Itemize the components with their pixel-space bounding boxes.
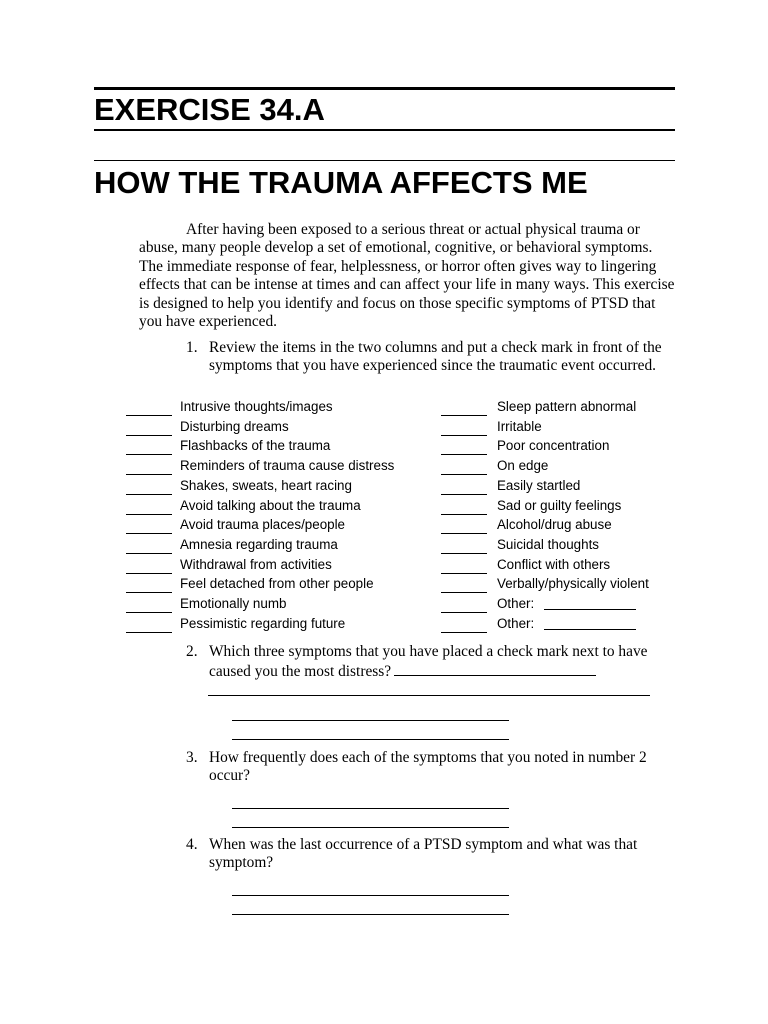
symptom-label: Emotionally numb [180, 596, 287, 611]
question-4-text: When was the last occurrence of a PTSD symptom and what was that symptom? [209, 836, 638, 872]
symptom-label: Sleep pattern abnormal [497, 399, 637, 414]
symptom-row-right [0, 476, 768, 495]
symptom-label: Irritable [497, 418, 542, 434]
question-2-body [209, 643, 679, 682]
check-blank[interactable] [441, 515, 487, 534]
answer-line-3a[interactable] [232, 808, 509, 809]
answer-line-2b[interactable] [232, 720, 509, 721]
symptom-label: Easily startled [497, 477, 581, 493]
check-blank[interactable] [441, 456, 487, 475]
top-thick-rule [94, 87, 675, 90]
question-1-text: Review the items in the two columns and put a check mark in front of the symptoms that you have experienced since the traumatic event occurred. [209, 339, 662, 375]
symptom-label: Amnesia regarding trauma [180, 536, 338, 552]
symptom-row-right [0, 397, 768, 416]
check-blank[interactable] [441, 555, 487, 574]
check-blank[interactable] [441, 417, 487, 436]
answer-line-2-inline[interactable] [394, 661, 596, 676]
symptom-label: Withdrawal from activities [180, 556, 332, 572]
symptom-label: Shakes, sweats, heart racing [180, 477, 352, 493]
symptom-row-right [0, 515, 768, 534]
symptom-row-right [0, 436, 768, 455]
exercise-title: EXERCISE 34.A [94, 92, 325, 127]
check-blank[interactable] [441, 594, 487, 613]
symptom-row-right [0, 594, 768, 613]
symptom-row-right [0, 496, 768, 515]
check-blank[interactable] [441, 397, 487, 416]
symptom-label: Disturbing dreams [180, 418, 289, 434]
answer-line-2a[interactable] [208, 695, 650, 696]
symptom-label: Other: [497, 596, 535, 611]
question-4-number: 4. [186, 836, 198, 853]
symptom-row-right [0, 555, 768, 574]
symptom-label: Sad or guilty feelings [497, 497, 622, 513]
symptom-label: Poor concentration [497, 438, 610, 454]
check-blank[interactable] [441, 496, 487, 515]
symptom-row-right [0, 574, 768, 593]
other-write-in-line[interactable] [544, 614, 636, 630]
check-blank[interactable] [441, 476, 487, 495]
question-3-text: How frequently does each of the symptoms that you noted in number 2 occur? [209, 749, 647, 785]
symptom-label: Suicidal thoughts [497, 536, 599, 552]
title-overline-rule [94, 160, 675, 161]
symptom-label: Conflict with others [497, 556, 611, 572]
symptom-row-right [0, 456, 768, 475]
page-title: HOW THE TRAUMA AFFECTS ME [94, 165, 588, 200]
symptom-row-right [0, 614, 768, 633]
check-blank[interactable] [441, 535, 487, 554]
intro-paragraph: After having been exposed to a serious threat or actual physical trauma or abuse, many people develop a set of emotional, cognitive, or behavioral symptoms. The immediate response of fear, helplessness, or horror often gives way to lingering effects that can be intense at times and can affect your life in many ways. This exercise is designed to help you identify and focus on those specific symptoms of PTSD that you have experienced. [139, 221, 675, 331]
answer-line-3b[interactable] [232, 827, 509, 828]
question-3-number: 3. [186, 749, 198, 766]
symptom-label: Avoid talking about the trauma [180, 497, 361, 513]
question-2-text: Which three symptoms that you have placed a check mark next to have caused you the most distress? [209, 643, 648, 681]
question-2-number: 2. [186, 643, 198, 660]
symptom-label: On edge [497, 458, 549, 474]
exercise-underline-rule [94, 129, 675, 131]
symptom-label: Feel detached from other people [180, 576, 374, 592]
answer-line-4a[interactable] [232, 895, 509, 896]
symptom-label: Verbally/physically violent [497, 576, 649, 592]
check-blank[interactable] [441, 614, 487, 633]
symptom-label: Pessimistic regarding future [180, 615, 346, 631]
check-blank[interactable] [441, 574, 487, 593]
symptom-label: Reminders of trauma cause distress [180, 458, 395, 474]
symptom-label: Flashbacks of the trauma [180, 438, 331, 454]
symptom-label: Alcohol/drug abuse [497, 517, 612, 533]
symptom-label: Intrusive thoughts/images [180, 399, 333, 414]
check-blank[interactable] [441, 436, 487, 455]
answer-line-2c[interactable] [232, 739, 509, 740]
symptom-label: Avoid trauma places/people [180, 517, 346, 533]
other-write-in-line[interactable] [544, 594, 636, 610]
symptom-row-right [0, 417, 768, 436]
question-1-number: 1. [186, 339, 198, 356]
symptom-label: Other: [497, 615, 535, 631]
symptom-row-right [0, 535, 768, 554]
answer-line-4b[interactable] [232, 914, 509, 915]
